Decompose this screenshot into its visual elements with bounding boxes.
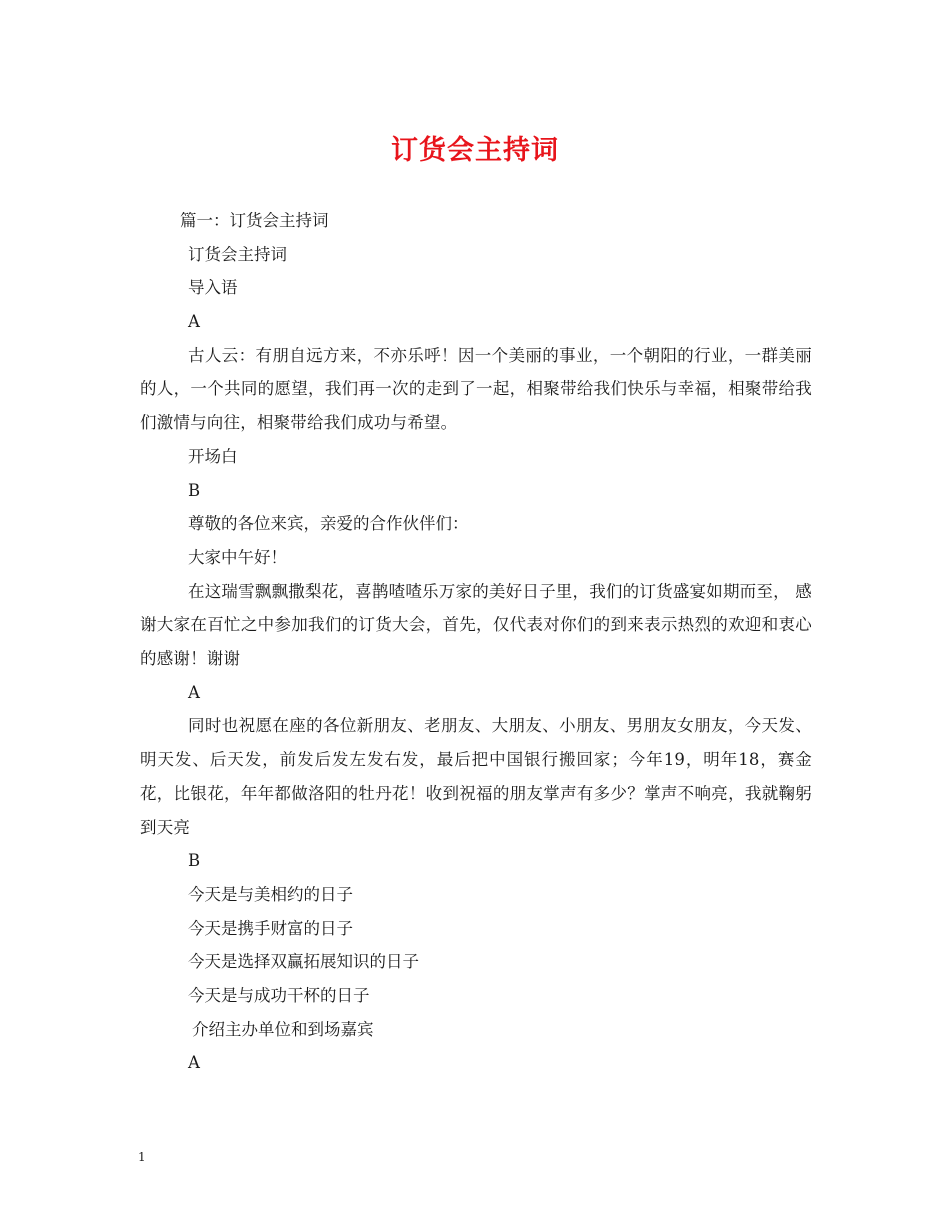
text-line: 导入语 (188, 278, 238, 298)
paragraph: 在这瑞雪飘飘撒梨花，喜鹊喳喳乐万家的美好日子里，我们的订货盛宴如期而至， 感谢大家在百忙之中参加我们的订货大会，首先，仅代表对你们的到来表示热烈的欢迎和衷心的感谢！谢谢 (140, 581, 812, 669)
text-line: 大家中午好！ (188, 547, 287, 567)
page-number: 1 (138, 1150, 146, 1164)
document-title: 订货会主持词 (391, 135, 559, 166)
section-heading: 篇一：订货会主持词 (180, 211, 329, 230)
document-body (140, 204, 812, 1080)
speaker-label: A (188, 682, 200, 702)
speaker-label: A (188, 312, 200, 332)
paragraph: 古人云：有朋自远方来，不亦乐呼！因一个美丽的事业，一个朝阳的行业，一群美丽的人，一个共同的愿望，我们再一次的走到了一起，相聚带给我们快乐与幸福，相聚带给我们激情与向往，相聚带给我们成功与希望。 (140, 345, 812, 433)
text-line: 介绍主办单位和到场嘉宾 (192, 1019, 374, 1039)
text-line: 今天是与美相约的日子 (188, 884, 353, 904)
text-line: 开场白 (188, 446, 238, 466)
speaker-label: B (188, 851, 201, 871)
text-line: 今天是选择双赢拓展知识的日子 (188, 952, 419, 972)
text-line: 尊敬的各位来宾，亲爱的合作伙伴们： (188, 514, 469, 534)
speaker-label: B (188, 480, 201, 500)
paragraph: 同时也祝愿在座的各位新朋友、老朋友、大朋友、小朋友、男朋友女朋友，今天发、明天发、后天发，前发后发左发右发，最后把中国银行搬回家；今年19，明年18，赛金花，比银花，年年都做洛阳的牡丹花！收到祝福的朋友掌声有多少？掌声不响亮，我就鞠躬到天亮 (140, 716, 812, 837)
text-line: 今天是与成功干杯的日子 (188, 985, 370, 1005)
text-line: 今天是携手财富的日子 (188, 918, 353, 938)
speaker-label: A (188, 1053, 200, 1073)
text-line: 订货会主持词 (188, 244, 287, 264)
